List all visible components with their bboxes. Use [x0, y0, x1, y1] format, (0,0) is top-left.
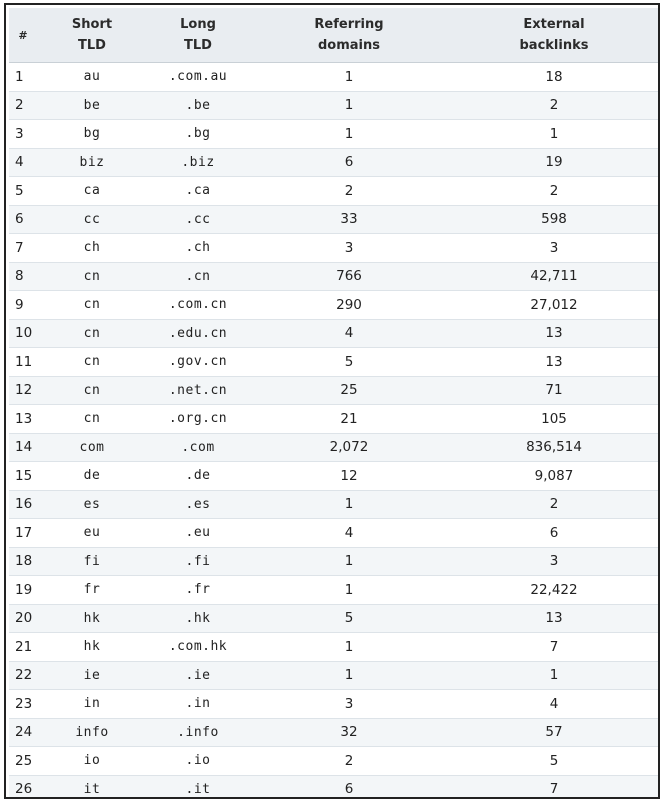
cell-index: 4 [9, 148, 37, 177]
cell-short-tld: cn [37, 348, 147, 377]
cell-index: 20 [9, 604, 37, 633]
cell-referring-domains: 290 [249, 291, 449, 320]
cell-external-backlinks: 836,514 [449, 433, 659, 462]
cell-referring-domains: 1 [249, 120, 449, 149]
cell-referring-domains: 766 [249, 262, 449, 291]
table-row [9, 63, 659, 92]
table-row [9, 348, 659, 377]
cell-long-tld: .ch [147, 234, 249, 263]
cell-index: 10 [9, 319, 37, 348]
cell-index: 23 [9, 690, 37, 719]
table-row [9, 205, 659, 234]
cell-index: 2 [9, 91, 37, 120]
cell-referring-domains: 1 [249, 661, 449, 690]
table-row [9, 177, 659, 206]
cell-index: 5 [9, 177, 37, 206]
cell-long-tld: .eu [147, 519, 249, 548]
cell-long-tld: .info [147, 718, 249, 747]
cell-short-tld: cn [37, 262, 147, 291]
cell-long-tld: .com [147, 433, 249, 462]
cell-long-tld: .cc [147, 205, 249, 234]
table-row [9, 490, 659, 519]
cell-short-tld: cc [37, 205, 147, 234]
table-row [9, 661, 659, 690]
cell-referring-domains: 4 [249, 319, 449, 348]
cell-referring-domains: 2,072 [249, 433, 449, 462]
cell-short-tld: it [37, 775, 147, 799]
table-row [9, 405, 659, 434]
cell-index: 22 [9, 661, 37, 690]
tld-table-frame [4, 3, 660, 799]
cell-referring-domains: 21 [249, 405, 449, 434]
cell-index: 6 [9, 205, 37, 234]
cell-referring-domains: 6 [249, 775, 449, 799]
column-header-referring-domains[interactable]: Referring domains [249, 8, 449, 63]
cell-external-backlinks: 1 [449, 120, 659, 149]
cell-long-tld: .bg [147, 120, 249, 149]
cell-short-tld: hk [37, 633, 147, 662]
cell-external-backlinks: 7 [449, 633, 659, 662]
cell-referring-domains: 5 [249, 348, 449, 377]
cell-long-tld: .net.cn [147, 376, 249, 405]
cell-external-backlinks: 2 [449, 177, 659, 206]
cell-short-tld: au [37, 63, 147, 92]
table-header-row [9, 8, 659, 63]
cell-index: 25 [9, 747, 37, 776]
cell-external-backlinks: 1 [449, 661, 659, 690]
cell-long-tld: .es [147, 490, 249, 519]
table-row [9, 120, 659, 149]
cell-external-backlinks: 2 [449, 91, 659, 120]
table-row [9, 576, 659, 605]
cell-referring-domains: 3 [249, 234, 449, 263]
column-header-short-tld[interactable]: Short TLD [37, 8, 147, 63]
cell-external-backlinks: 27,012 [449, 291, 659, 320]
tld-table [9, 8, 659, 799]
cell-referring-domains: 12 [249, 462, 449, 491]
cell-short-tld: hk [37, 604, 147, 633]
cell-index: 17 [9, 519, 37, 548]
cell-index: 3 [9, 120, 37, 149]
cell-referring-domains: 2 [249, 747, 449, 776]
cell-referring-domains: 25 [249, 376, 449, 405]
cell-long-tld: .com.hk [147, 633, 249, 662]
table-row [9, 604, 659, 633]
cell-short-tld: bg [37, 120, 147, 149]
cell-external-backlinks: 13 [449, 319, 659, 348]
cell-index: 8 [9, 262, 37, 291]
table-row [9, 718, 659, 747]
cell-short-tld: biz [37, 148, 147, 177]
cell-index: 14 [9, 433, 37, 462]
cell-index: 26 [9, 775, 37, 799]
cell-referring-domains: 6 [249, 148, 449, 177]
table-row [9, 775, 659, 799]
table-row [9, 690, 659, 719]
cell-long-tld: .hk [147, 604, 249, 633]
cell-external-backlinks: 598 [449, 205, 659, 234]
table-row [9, 319, 659, 348]
table-row [9, 633, 659, 662]
cell-short-tld: ch [37, 234, 147, 263]
cell-short-tld: cn [37, 376, 147, 405]
cell-external-backlinks: 3 [449, 547, 659, 576]
cell-referring-domains: 1 [249, 633, 449, 662]
cell-referring-domains: 1 [249, 63, 449, 92]
cell-referring-domains: 4 [249, 519, 449, 548]
cell-long-tld: .fr [147, 576, 249, 605]
cell-referring-domains: 33 [249, 205, 449, 234]
column-header-external-backlinks[interactable]: External backlinks [449, 8, 659, 63]
cell-short-tld: cn [37, 291, 147, 320]
cell-short-tld: be [37, 91, 147, 120]
cell-external-backlinks: 4 [449, 690, 659, 719]
cell-external-backlinks: 7 [449, 775, 659, 799]
cell-short-tld: cn [37, 405, 147, 434]
cell-long-tld: .edu.cn [147, 319, 249, 348]
cell-short-tld: io [37, 747, 147, 776]
cell-short-tld: ie [37, 661, 147, 690]
cell-referring-domains: 3 [249, 690, 449, 719]
cell-external-backlinks: 18 [449, 63, 659, 92]
cell-external-backlinks: 22,422 [449, 576, 659, 605]
cell-referring-domains: 1 [249, 91, 449, 120]
table-row [9, 462, 659, 491]
cell-referring-domains: 32 [249, 718, 449, 747]
cell-external-backlinks: 57 [449, 718, 659, 747]
cell-long-tld: .com.cn [147, 291, 249, 320]
cell-short-tld: es [37, 490, 147, 519]
cell-index: 21 [9, 633, 37, 662]
column-header-long-tld[interactable]: Long TLD [147, 8, 249, 63]
table-row [9, 291, 659, 320]
cell-short-tld: ca [37, 177, 147, 206]
cell-index: 9 [9, 291, 37, 320]
cell-index: 13 [9, 405, 37, 434]
cell-index: 16 [9, 490, 37, 519]
cell-short-tld: de [37, 462, 147, 491]
cell-long-tld: .fi [147, 547, 249, 576]
cell-index: 7 [9, 234, 37, 263]
cell-external-backlinks: 13 [449, 604, 659, 633]
cell-index: 12 [9, 376, 37, 405]
cell-index: 18 [9, 547, 37, 576]
cell-long-tld: .ca [147, 177, 249, 206]
cell-referring-domains: 1 [249, 576, 449, 605]
cell-long-tld: .in [147, 690, 249, 719]
cell-external-backlinks: 6 [449, 519, 659, 548]
table-row [9, 747, 659, 776]
cell-short-tld: fi [37, 547, 147, 576]
cell-long-tld: .com.au [147, 63, 249, 92]
table-row [9, 148, 659, 177]
cell-short-tld: eu [37, 519, 147, 548]
table-row [9, 376, 659, 405]
cell-index: 1 [9, 63, 37, 92]
table-row [9, 262, 659, 291]
cell-short-tld: cn [37, 319, 147, 348]
cell-referring-domains: 5 [249, 604, 449, 633]
cell-index: 19 [9, 576, 37, 605]
cell-long-tld: .de [147, 462, 249, 491]
cell-external-backlinks: 105 [449, 405, 659, 434]
cell-long-tld: .org.cn [147, 405, 249, 434]
cell-long-tld: .biz [147, 148, 249, 177]
table-row [9, 547, 659, 576]
cell-external-backlinks: 19 [449, 148, 659, 177]
cell-referring-domains: 1 [249, 547, 449, 576]
cell-long-tld: .it [147, 775, 249, 799]
cell-short-tld: fr [37, 576, 147, 605]
cell-referring-domains: 1 [249, 490, 449, 519]
table-row [9, 91, 659, 120]
cell-external-backlinks: 9,087 [449, 462, 659, 491]
cell-external-backlinks: 42,711 [449, 262, 659, 291]
cell-long-tld: .ie [147, 661, 249, 690]
cell-short-tld: com [37, 433, 147, 462]
cell-long-tld: .io [147, 747, 249, 776]
cell-referring-domains: 2 [249, 177, 449, 206]
table-row [9, 234, 659, 263]
cell-external-backlinks: 71 [449, 376, 659, 405]
cell-long-tld: .be [147, 91, 249, 120]
cell-long-tld: .gov.cn [147, 348, 249, 377]
column-header-index[interactable]: # [9, 8, 37, 63]
cell-external-backlinks: 13 [449, 348, 659, 377]
table-row [9, 519, 659, 548]
cell-index: 11 [9, 348, 37, 377]
cell-index: 15 [9, 462, 37, 491]
cell-short-tld: in [37, 690, 147, 719]
cell-external-backlinks: 5 [449, 747, 659, 776]
cell-long-tld: .cn [147, 262, 249, 291]
table-row [9, 433, 659, 462]
cell-index: 24 [9, 718, 37, 747]
cell-external-backlinks: 2 [449, 490, 659, 519]
cell-short-tld: info [37, 718, 147, 747]
cell-external-backlinks: 3 [449, 234, 659, 263]
